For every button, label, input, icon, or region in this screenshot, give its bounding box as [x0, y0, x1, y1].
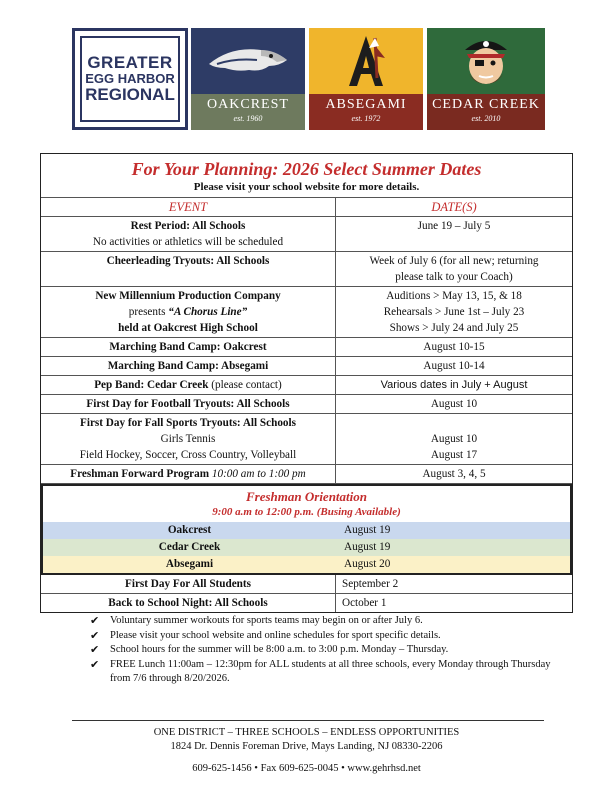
table-row	[41, 376, 572, 395]
orientation-school: Oakcrest	[167, 524, 212, 536]
event-name: Cheerleading Tryouts: All Schools	[106, 255, 270, 267]
event-name: Rest Period: All Schools	[130, 220, 246, 232]
school-absegami	[309, 28, 423, 130]
table-row	[41, 357, 572, 376]
note-text: FREE Lunch 11:00am – 12:30pm for ALL students at all three schools, every Monday through Thursday from 7/6 through 8/20/2026.	[110, 658, 551, 684]
event-name: First Day for Football Tryouts: All Schools	[86, 398, 290, 410]
orientation-date: August 19	[344, 541, 391, 553]
event-date: September 2	[342, 578, 399, 590]
event-date: August 10	[430, 398, 478, 410]
table-row	[41, 338, 572, 357]
event-name: Pep Band: Cedar Creek	[94, 379, 209, 391]
event-detail: Girls Tennis	[160, 433, 216, 445]
summer-dates-table	[40, 153, 573, 613]
header-banner	[72, 28, 545, 132]
event-presents: presents	[128, 306, 169, 318]
table-header-row	[41, 198, 572, 217]
footer-contact: 609-625-1456 • Fax 609-625-0045 • www.gehrhsd.net	[192, 763, 421, 774]
orientation-date: August 19	[344, 524, 391, 536]
freshman-orientation-block	[41, 484, 572, 575]
pirate-icon	[427, 28, 545, 94]
checkmark-icon: ✔	[90, 615, 100, 627]
event-name: Marching Band Camp: Absegami	[107, 360, 269, 372]
event-name: New Millennium Production Company	[95, 290, 281, 302]
event-date: August 10-14	[423, 360, 485, 372]
table-row	[41, 575, 572, 594]
show-title: “A Chorus Line”	[168, 306, 248, 318]
event-name: First Day For All Students	[125, 578, 251, 590]
school-name: ABSEGAMI	[325, 97, 407, 112]
column-header-dates: DATE(S)	[431, 200, 477, 214]
column-header-event: EVENT	[41, 198, 336, 216]
school-est: est. 1960	[233, 114, 263, 123]
event-date: August 17	[430, 449, 478, 461]
school-oakcrest	[191, 28, 305, 130]
event-name: Back to School Night: All Schools	[108, 597, 268, 609]
event-date: August 10-15	[423, 341, 485, 353]
event-name: Freshman Forward Program	[70, 468, 210, 480]
school-est: est. 1972	[351, 114, 381, 123]
table-row	[41, 287, 572, 338]
list-item	[90, 629, 560, 644]
event-note: (please contact)	[208, 379, 282, 391]
event-detail: Field Hockey, Soccer, Cross Country, Volleyball	[79, 449, 297, 461]
orientation-subtitle: 9:00 a.m to 12:00 p.m. (Busing Available)	[212, 506, 401, 518]
checkmark-icon: ✔	[90, 629, 100, 642]
orientation-title: Freshman Orientation	[245, 489, 367, 504]
hawk-icon	[191, 28, 305, 94]
table-title-block	[41, 154, 572, 198]
table-row	[41, 252, 572, 287]
logo-line-1: GREATER	[87, 53, 173, 73]
table-row	[41, 395, 572, 414]
event-date-note: please talk to your Coach)	[395, 271, 513, 283]
event-name: First Day for Fall Sports Tryouts: All Schools	[80, 417, 296, 429]
list-item	[90, 658, 560, 687]
notes-list	[90, 614, 560, 687]
district-logo	[72, 28, 188, 130]
checkmark-icon: ✔	[90, 658, 100, 671]
event-name: Marching Band Camp: Oakcrest	[109, 341, 267, 353]
orientation-date: August 20	[344, 558, 391, 570]
event-date: Rehearsals > June 1st – July 23	[383, 306, 525, 318]
table-row	[41, 217, 572, 252]
table-row	[41, 414, 572, 465]
footer-motto: ONE DISTRICT – THREE SCHOOLS – ENDLESS OPPORTUNITIES	[153, 727, 460, 738]
school-est: est. 2010	[471, 114, 501, 123]
note-text: Voluntary summer workouts for sports teams may begin on or after July 6.	[110, 615, 423, 626]
table-row	[41, 465, 572, 484]
footer-address: 1824 Dr. Dennis Foreman Drive, Mays Landing, NJ 08330-2206	[170, 741, 443, 752]
page-title: For Your Planning: 2026 Select Summer Dates	[131, 159, 482, 179]
braves-a-icon	[309, 28, 423, 94]
orientation-school: Cedar Creek	[158, 541, 221, 553]
list-item	[90, 643, 560, 658]
event-date: June 19 – July 5	[417, 220, 491, 232]
school-name: OAKCREST	[207, 97, 289, 112]
orientation-row	[43, 522, 570, 539]
checkmark-icon: ✔	[90, 644, 100, 656]
event-date: Various dates in July + August	[380, 379, 528, 391]
logo-line-2: EGG HARBOR	[85, 71, 175, 87]
event-date: August 3, 4, 5	[422, 468, 486, 480]
event-date: Shows > July 24 and July 25	[389, 322, 519, 334]
event-date: August 10	[430, 433, 478, 445]
note-text: Please visit your school website and online schedules for sport specific details.	[110, 629, 441, 641]
school-cedar-creek	[427, 28, 545, 130]
orientation-school: Absegami	[165, 558, 214, 570]
page-subtitle: Please visit your school website for more details.	[193, 181, 420, 193]
event-date: Week of July 6 (for all new; returning	[369, 255, 539, 267]
note-text: School hours for the summer will be 8:00 a.m. to 3:00 p.m. Monday – Thursday.	[110, 644, 449, 655]
event-date: Auditions > May 13, 15, & 18	[386, 290, 522, 302]
footer-divider	[72, 720, 544, 721]
logo-line-3: REGIONAL	[85, 84, 175, 104]
event-date: October 1	[342, 597, 387, 609]
school-name: CEDAR CREEK	[432, 97, 540, 112]
list-item	[90, 614, 560, 629]
event-time: 10:00 am to 1:00 pm	[209, 468, 306, 480]
orientation-row	[43, 556, 570, 573]
orientation-row	[43, 539, 570, 556]
table-row	[41, 594, 572, 612]
event-detail: No activities or athletics will be scheduled	[92, 236, 284, 248]
event-venue: held at Oakcrest High School	[118, 322, 258, 334]
